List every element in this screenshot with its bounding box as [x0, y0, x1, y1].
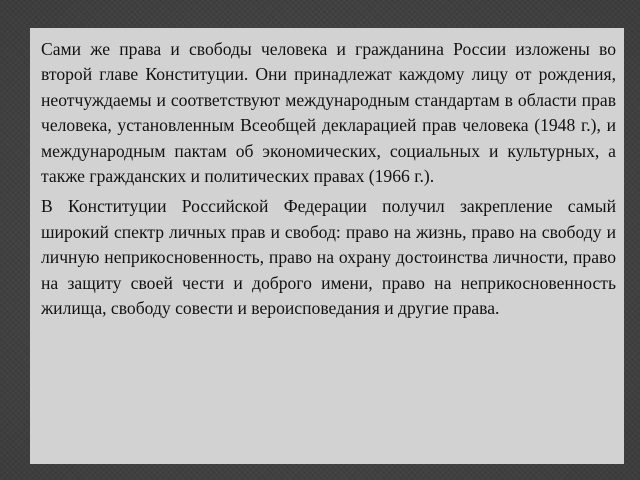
- paragraph-constitution-chapter: Сами же права и свободы человека и гражданина России изложены во второй главе Конституции. Они принадлежат каждому лицу от рождения, неотчуждаемы и соответствуют международным стандартам в области прав человека, установленным Всеобщей декларацией прав человека (1948 г.), и международным пактам об экономических, социальных и культурных, а также гражданских и политических правах (1966 г.).: [41, 39, 616, 187]
- paragraph-personal-rights: В Конституции Российской Федерации получил закрепление самый широкий спектр личных прав и свобод: право на жизнь, право на свободу и личную неприкосновенность, право на охрану достоинства личности, право на защиту своей чести и доброго имени, право на неприкосновенность жилища, свободу совести и вероисповедания и другие права.: [41, 196, 616, 319]
- content-text-box: [30, 28, 624, 464]
